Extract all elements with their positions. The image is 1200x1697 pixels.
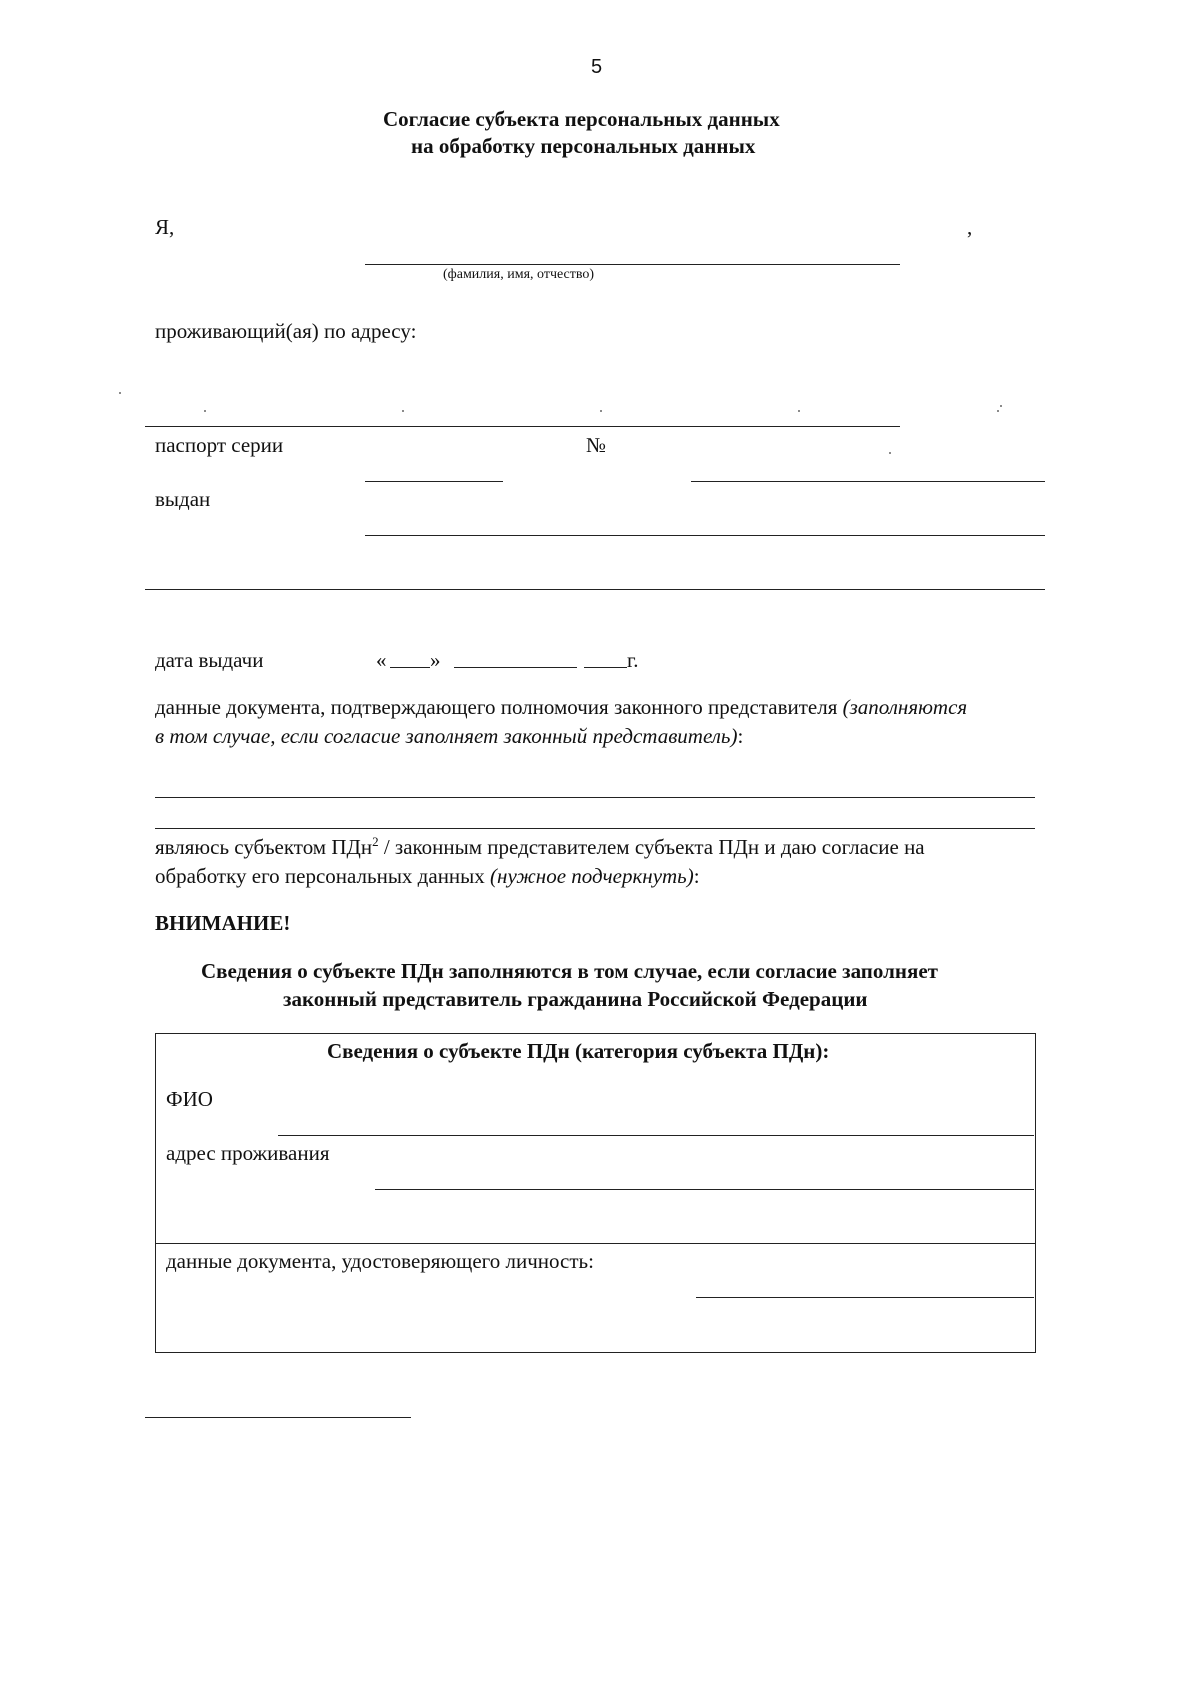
- address-field-line[interactable]: [145, 426, 900, 427]
- passport-series-label: паспорт серии: [155, 433, 284, 457]
- date-year-suffix: г.: [627, 648, 639, 672]
- rep-doc-line2: [155, 723, 743, 749]
- subject-colon: :: [693, 864, 700, 888]
- issued-field-line-2[interactable]: [145, 589, 1045, 590]
- page-number: 5: [591, 56, 603, 78]
- number-sign: №: [586, 433, 607, 457]
- subject-id-doc-label: данные документа, удостоверяющего личность:: [166, 1249, 594, 1273]
- scan-speck: [997, 410, 999, 412]
- subject-text-a: являюсь субъектом ПДн: [155, 835, 373, 859]
- subject-fio-field-line[interactable]: [278, 1135, 1034, 1136]
- subject-italic: (нужное подчеркнуть): [490, 864, 694, 888]
- issued-label: выдан: [155, 487, 211, 511]
- attention-heading: ВНИМАНИЕ!: [155, 911, 291, 935]
- subject-text-b: / законным представителем субъекта ПДн и даю согласие на: [378, 835, 925, 859]
- address-label: проживающий(ая) по адресу:: [155, 319, 417, 343]
- subject-info-box: [155, 1033, 1036, 1353]
- rep-doc-field-line[interactable]: [155, 797, 1035, 798]
- attention-notice-line2: законный представитель гражданина Российской Федерации: [283, 987, 868, 1011]
- scan-speck: [402, 410, 404, 412]
- fio-field-line[interactable]: [365, 264, 900, 265]
- subject-fio-label: ФИО: [166, 1087, 213, 1111]
- rep-doc-line1: [155, 694, 967, 720]
- subject-address-field-line[interactable]: [375, 1189, 1034, 1190]
- scan-speck: [119, 392, 121, 394]
- scan-speck: [600, 410, 602, 412]
- scan-speck: [204, 410, 206, 412]
- trailing-comma: ,: [967, 215, 973, 239]
- issued-field-line[interactable]: [365, 535, 1045, 536]
- scan-speck: [1000, 405, 1002, 407]
- rep-doc-colon: :: [737, 724, 744, 748]
- attention-notice-line1: Сведения о субъекте ПДн заполняются в том случае, если согласие заполняет: [201, 959, 938, 983]
- subject-statement-line1: [155, 834, 925, 860]
- footnote-marker: 2: [372, 834, 379, 849]
- date-month-field[interactable]: [454, 667, 577, 668]
- rep-doc-italic2: в том случае, если согласие заполняет законный представитель): [155, 724, 738, 748]
- issue-date-label: дата выдачи: [155, 648, 264, 672]
- document-title-line2: на обработку персональных данных: [411, 134, 756, 158]
- date-close-quote: »: [430, 648, 441, 672]
- passport-series-field-line[interactable]: [365, 481, 503, 482]
- rep-doc-italic1: (заполняются: [842, 695, 968, 719]
- subject-statement-line2: [155, 863, 700, 889]
- passport-number-field-line[interactable]: [691, 481, 1045, 482]
- date-year-field[interactable]: [584, 667, 627, 668]
- date-day-field[interactable]: [390, 667, 430, 668]
- subject-box-divider: [155, 1243, 1035, 1244]
- scan-speck: [798, 410, 800, 412]
- ya-label: Я,: [155, 215, 175, 239]
- rep-doc-text: данные документа, подтверждающего полномочия законного представителя: [155, 695, 843, 719]
- subject-id-doc-field-line[interactable]: [696, 1297, 1034, 1298]
- rep-doc-field-line-2[interactable]: [155, 828, 1035, 829]
- document-title-line1: Согласие субъекта персональных данных: [383, 107, 780, 131]
- subject-box-heading: Сведения о субъекте ПДн (категория субъекта ПДн):: [327, 1039, 830, 1063]
- subject-text-c: обработку его персональных данных: [155, 864, 491, 888]
- subject-address-label: адрес проживания: [166, 1141, 330, 1165]
- scan-speck: [889, 452, 891, 454]
- footnote-separator: [145, 1417, 411, 1418]
- fio-caption: (фамилия, имя, отчество): [443, 267, 595, 282]
- date-open-quote: «: [376, 648, 387, 672]
